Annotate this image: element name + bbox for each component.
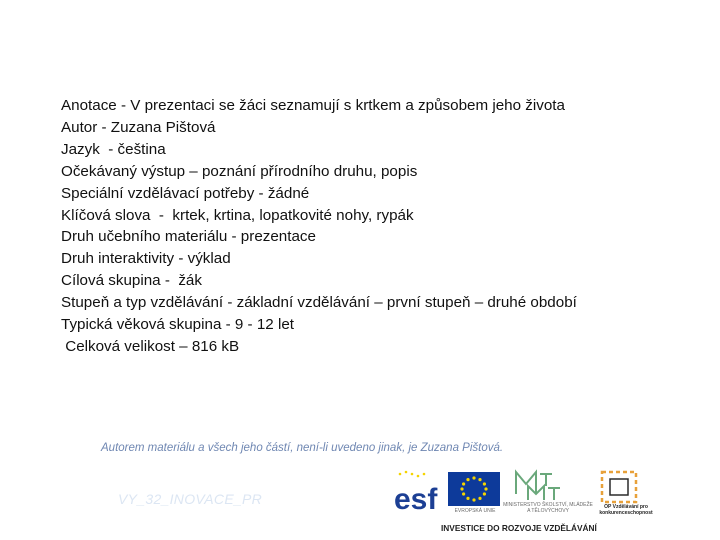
metadata-line: Cílová skupina - žák	[61, 272, 202, 290]
metadata-line: Typická věková skupina - 9 - 12 let	[61, 316, 294, 334]
metadata-line: Druh interaktivity - výklad	[61, 250, 231, 268]
eu-flag-logo	[448, 472, 500, 506]
metadata-line: Speciální vzdělávací potřeby - žádné	[61, 184, 310, 202]
metadata-line: Anotace - V prezentaci se žáci seznamují s krtkem a způsobem jeho života	[61, 97, 565, 114]
msmt-logo	[516, 472, 560, 500]
op-vk-logo	[602, 472, 636, 502]
esf-logo-text: esf	[394, 483, 438, 516]
metadata-line: Jazyk - čeština	[61, 140, 166, 158]
metadata-line: Celková velikost – 816 kB	[61, 337, 240, 355]
material-code: VY_32_INOVACE_PR	[118, 491, 263, 507]
esf-logo	[394, 471, 438, 516]
op-label: OP Vzdělávání pro konkurenceschopnost	[599, 504, 653, 516]
funding-caption: INVESTICE DO ROZVOJE VZDĚLÁVÁNÍ	[441, 523, 597, 533]
metadata-list	[61, 95, 577, 358]
metadata-line: Druh učebního materiálu - prezentace	[61, 228, 316, 246]
metadata-line: Stupeň a typ vzdělávání - základní vzdělávání – první stupeň – druhé období	[61, 294, 577, 312]
author-credit-note: Autorem materiálu a všech jeho částí, není-li uvedeno jinak, je Zuzana Pištová.	[101, 442, 504, 454]
metadata-line: Autor - Zuzana Pištová	[61, 118, 216, 136]
msmt-label: MINISTERSTVO ŠKOLSTVÍ, MLÁDEŽE A TĚLOVÝCHOVY	[503, 502, 593, 514]
eu-label: EVROPSKÁ UNIE	[454, 508, 496, 514]
metadata-line: Klíčová slova - krtek, krtina, lopatkovité nohy, rypák	[61, 206, 414, 224]
metadata-line: Očekávaný výstup – poznání přírodního druhu, popis	[61, 162, 418, 180]
